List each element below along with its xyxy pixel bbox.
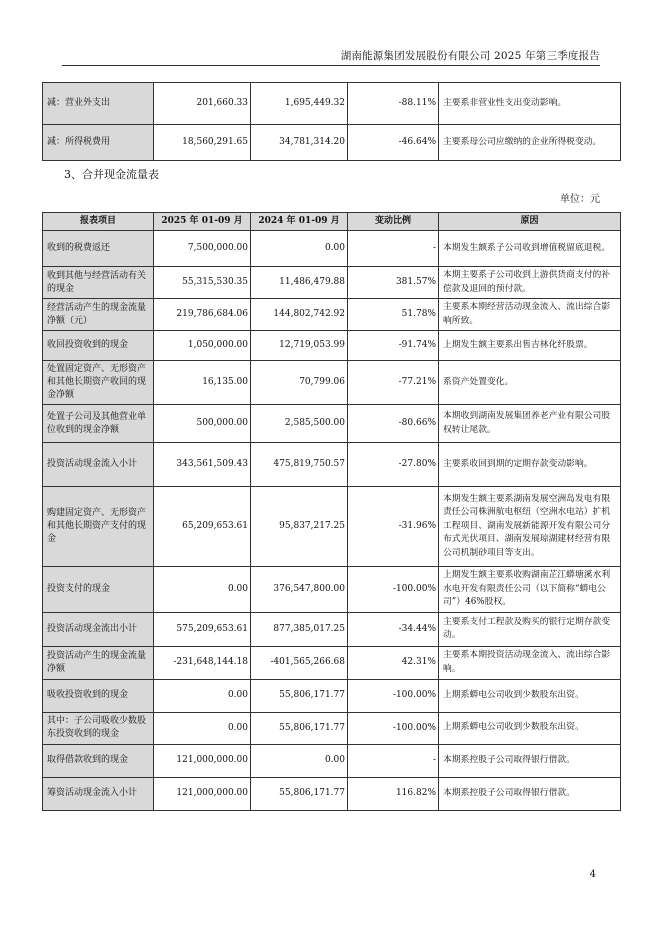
row-current-value: 18,560,291.65 bbox=[154, 125, 251, 161]
row-change-ratio: -77.21% bbox=[348, 361, 439, 405]
page-number: 4 bbox=[589, 869, 596, 880]
row-reason: 主要系母公司应缴纳的企业所得税变动。 bbox=[439, 125, 621, 161]
row-item: 投资活动产生的现金流量净额 bbox=[43, 646, 154, 679]
row-change-ratio: - bbox=[348, 231, 439, 267]
table-row bbox=[43, 231, 621, 267]
row-prior-value: 95,837,217.25 bbox=[251, 487, 348, 567]
table-row bbox=[43, 612, 621, 646]
row-reason: 上期发生额主要系收购湖南芷江蟒塘溪水利水电开发有限责任公司（以下简称“蟒电公司”）46%股权。 bbox=[439, 567, 621, 613]
row-current-value: 121,000,000.00 bbox=[154, 777, 251, 810]
table-row bbox=[43, 567, 621, 613]
row-current-value: 0.00 bbox=[154, 712, 251, 744]
row-change-ratio: -31.96% bbox=[348, 487, 439, 567]
table-row bbox=[43, 83, 621, 125]
row-item: 吸收投资收到的现金 bbox=[43, 679, 154, 712]
header-current-period: 2025 年 01-09 月 bbox=[154, 213, 251, 231]
row-reason: 本期系控股子公司取得银行借款。 bbox=[439, 777, 621, 810]
row-item: 筹资活动现金流入小计 bbox=[43, 777, 154, 810]
row-item: 投资活动现金流出小计 bbox=[43, 612, 154, 646]
table-row bbox=[43, 744, 621, 777]
row-item: 取得借款收到的现金 bbox=[43, 744, 154, 777]
row-current-value: 16,135.00 bbox=[154, 361, 251, 405]
row-reason: 上期发生额主要系出售吉林化纤股票。 bbox=[439, 331, 621, 361]
row-current-value: 500,000.00 bbox=[154, 405, 251, 443]
row-change-ratio: -27.80% bbox=[348, 443, 439, 487]
row-change-ratio: -88.11% bbox=[348, 83, 439, 125]
row-reason: 主要系本期经营活动现金流入、流出综合影响所致。 bbox=[439, 299, 621, 331]
row-reason: 本期发生额主要系湖南发展空洲岛发电有限责任公司株洲航电枢纽（空洲水电站）扩机工程项目、湖南发展新能源开发有限公司分布式光伏项目、湖南发展琼湖建材经营有限公司机制砂项目等支出。 bbox=[439, 487, 621, 567]
header-item: 报表项目 bbox=[43, 213, 154, 231]
header-divider bbox=[62, 65, 600, 66]
row-item: 投资支付的现金 bbox=[43, 567, 154, 613]
unit-label: 单位：元 bbox=[560, 194, 600, 205]
row-change-ratio: 42.31% bbox=[348, 646, 439, 679]
table-row bbox=[43, 267, 621, 299]
table-row bbox=[43, 299, 621, 331]
row-prior-value: 55,806,171.77 bbox=[251, 777, 348, 810]
table-row bbox=[43, 331, 621, 361]
row-change-ratio: -100.00% bbox=[348, 679, 439, 712]
row-reason: 主要系支付工程款及购买的银行定期存款变动。 bbox=[439, 612, 621, 646]
row-reason: 主要系非营业性支出变动影响。 bbox=[439, 83, 621, 125]
row-change-ratio: -91.74% bbox=[348, 331, 439, 361]
income-statement-continuation-table bbox=[42, 82, 621, 161]
row-reason: 本期发生额系子公司收到增值税留底退税。 bbox=[439, 231, 621, 267]
row-reason: 本期收到湖南发展集团养老产业有限公司股权转让尾款。 bbox=[439, 405, 621, 443]
row-prior-value: -401,565,266.68 bbox=[251, 646, 348, 679]
row-item: 其中：子公司吸收少数股东投资收到的现金 bbox=[43, 712, 154, 744]
table-row bbox=[43, 646, 621, 679]
row-reason: 上期系蟒电公司收到少数股东出资。 bbox=[439, 712, 621, 744]
row-change-ratio: -46.64% bbox=[348, 125, 439, 161]
row-reason: 主要系本期投资活动现金流入、流出综合影响。 bbox=[439, 646, 621, 679]
row-item: 投资活动现金流入小计 bbox=[43, 443, 154, 487]
header-reason: 原因 bbox=[439, 213, 621, 231]
table-row bbox=[43, 125, 621, 161]
row-current-value: 575,209,653.61 bbox=[154, 612, 251, 646]
row-reason: 上期系蟒电公司收到少数股东出资。 bbox=[439, 679, 621, 712]
row-change-ratio: 51.78% bbox=[348, 299, 439, 331]
row-prior-value: 475,819,750.57 bbox=[251, 443, 348, 487]
row-item: 处置固定资产、无形资产和其他长期资产收回的现金净额 bbox=[43, 361, 154, 405]
table-row bbox=[43, 487, 621, 567]
row-current-value: 65,209,653.61 bbox=[154, 487, 251, 567]
row-current-value: 343,561,509.43 bbox=[154, 443, 251, 487]
table-row bbox=[43, 405, 621, 443]
table-header-row bbox=[43, 213, 621, 231]
row-reason: 本期主要系子公司收到上游供货商支付的补偿款及退回的预付款。 bbox=[439, 267, 621, 299]
row-item: 收到其他与经营活动有关的现金 bbox=[43, 267, 154, 299]
row-current-value: 201,660.33 bbox=[154, 83, 251, 125]
row-item: 收到的税费返还 bbox=[43, 231, 154, 267]
row-current-value: 0.00 bbox=[154, 567, 251, 613]
table-row bbox=[43, 777, 621, 810]
row-change-ratio: -100.00% bbox=[348, 712, 439, 744]
row-change-ratio: -34.44% bbox=[348, 612, 439, 646]
table-row bbox=[43, 712, 621, 744]
row-reason: 本期系控股子公司取得银行借款。 bbox=[439, 744, 621, 777]
row-item: 处置子公司及其他营业单位收到的现金净额 bbox=[43, 405, 154, 443]
row-item: 减：所得税费用 bbox=[43, 125, 154, 161]
row-change-ratio: 116.82% bbox=[348, 777, 439, 810]
row-prior-value: 12,719,053.99 bbox=[251, 331, 348, 361]
row-item: 减：营业外支出 bbox=[43, 83, 154, 125]
row-current-value: 7,500,000.00 bbox=[154, 231, 251, 267]
table-row bbox=[43, 443, 621, 487]
row-current-value: 1,050,000.00 bbox=[154, 331, 251, 361]
row-current-value: -231,648,144.18 bbox=[154, 646, 251, 679]
row-change-ratio: -100.00% bbox=[348, 567, 439, 613]
row-prior-value: 877,385,017.25 bbox=[251, 612, 348, 646]
row-item: 购建固定资产、无形资产和其他长期资产支付的现金 bbox=[43, 487, 154, 567]
row-current-value: 0.00 bbox=[154, 679, 251, 712]
table-row bbox=[43, 679, 621, 712]
row-prior-value: 144,802,742.92 bbox=[251, 299, 348, 331]
row-change-ratio: -80.66% bbox=[348, 405, 439, 443]
row-change-ratio: - bbox=[348, 744, 439, 777]
table-row bbox=[43, 361, 621, 405]
row-prior-value: 1,695,449.32 bbox=[251, 83, 348, 125]
row-reason: 系资产处置变化。 bbox=[439, 361, 621, 405]
header-prior-period: 2024 年 01-09 月 bbox=[251, 213, 348, 231]
row-item: 收回投资收到的现金 bbox=[43, 331, 154, 361]
row-item: 经营活动产生的现金流量净额（元） bbox=[43, 299, 154, 331]
row-change-ratio: 381.57% bbox=[348, 267, 439, 299]
row-prior-value: 0.00 bbox=[251, 231, 348, 267]
row-prior-value: 376,547,800.00 bbox=[251, 567, 348, 613]
row-prior-value: 55,806,171.77 bbox=[251, 712, 348, 744]
cash-flow-table bbox=[42, 212, 621, 811]
row-prior-value: 70,799.06 bbox=[251, 361, 348, 405]
header-change-ratio: 变动比例 bbox=[348, 213, 439, 231]
row-current-value: 219,786,684.06 bbox=[154, 299, 251, 331]
row-current-value: 121,000,000.00 bbox=[154, 744, 251, 777]
row-prior-value: 2,585,500.00 bbox=[251, 405, 348, 443]
row-prior-value: 34,781,314.20 bbox=[251, 125, 348, 161]
report-header-title: 湖南能源集团发展股份有限公司 2025 年第三季度报告 bbox=[340, 50, 600, 62]
row-prior-value: 0.00 bbox=[251, 744, 348, 777]
row-reason: 主要系收回到期的定期存款变动影响。 bbox=[439, 443, 621, 487]
section-title: 3、合并现金流量表 bbox=[64, 168, 159, 181]
row-prior-value: 11,486,479.88 bbox=[251, 267, 348, 299]
row-prior-value: 55,806,171.77 bbox=[251, 679, 348, 712]
row-current-value: 55,315,530.35 bbox=[154, 267, 251, 299]
